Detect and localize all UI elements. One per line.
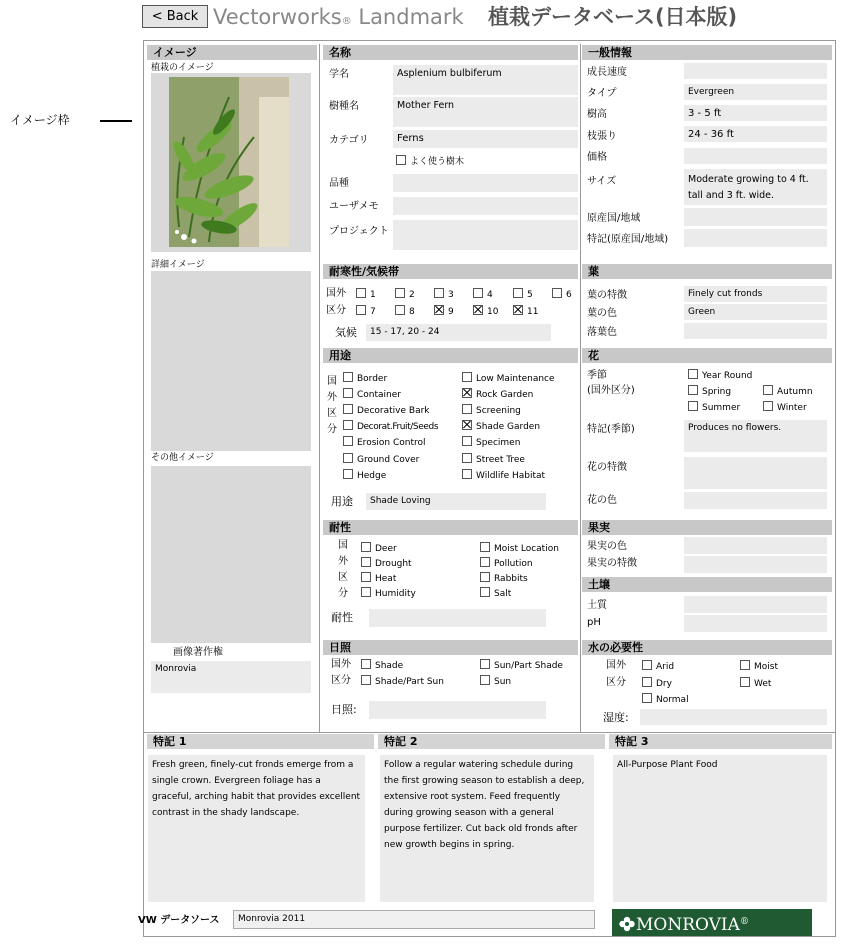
sun-field[interactable] — [369, 701, 546, 719]
category-field[interactable]: Ferns — [393, 130, 578, 148]
season-checkbox-autumn[interactable]: Autumn — [763, 385, 813, 398]
project-field[interactable] — [393, 220, 578, 250]
use-checkbox-rock-garden[interactable]: Rock Garden — [462, 388, 533, 401]
use-checkbox-container[interactable]: Container — [343, 388, 401, 401]
use-checkbox-wildlife-habitat[interactable]: Wildlife Habitat — [462, 469, 545, 482]
tolerance-field[interactable] — [369, 609, 546, 627]
vw-data-source-label: VW データソース — [138, 915, 220, 926]
zone-checkbox-8[interactable]: 8 — [395, 305, 415, 318]
divider — [319, 44, 320, 732]
fruit-feature-field[interactable] — [684, 556, 827, 573]
use-checkbox-street-tree[interactable]: Street Tree — [462, 453, 525, 466]
hardiness-section-header: 耐寒性/気候帯 — [323, 264, 578, 279]
zone-checkbox-9[interactable]: 9 — [434, 305, 454, 318]
use-checkbox-border[interactable]: Border — [343, 372, 387, 385]
zone-checkbox-6[interactable]: 6 — [552, 288, 572, 301]
checkbox-box — [480, 542, 490, 552]
water-section-header: 水の必要性 — [582, 640, 832, 655]
checkbox-box — [361, 587, 371, 597]
type-field[interactable]: Evergreen — [684, 84, 827, 100]
favorite-tree-checkbox[interactable]: よく使う樹木 — [396, 155, 464, 168]
ph-field[interactable] — [684, 615, 827, 632]
checkbox-box — [395, 288, 405, 298]
divider — [580, 44, 581, 732]
use-section-header: 用途 — [323, 348, 578, 363]
back-button-label: < Back — [151, 9, 199, 24]
image-copyright-label: 画像著作権 — [173, 647, 223, 658]
checkbox-box — [356, 305, 366, 315]
use-checkbox-erosion-control[interactable]: Erosion Control — [343, 436, 426, 449]
zone-checkbox-10[interactable]: 10 — [473, 305, 498, 318]
checkbox-box — [343, 420, 353, 430]
user-memo-field[interactable] — [393, 197, 578, 215]
water-checkbox-normal[interactable]: Normal — [642, 693, 689, 706]
flower-feature-field[interactable] — [684, 457, 827, 489]
image-frame-callout: イメージ枠 — [10, 113, 70, 127]
use-label: 用途 — [331, 495, 353, 508]
soil-type-field[interactable] — [684, 596, 827, 613]
checkbox-box — [513, 288, 523, 298]
use-checkbox-decorative-bark[interactable]: Decorative Bark — [343, 404, 430, 417]
name-section-header: 名称 — [323, 45, 578, 60]
price-label: 価格 — [587, 152, 607, 163]
flower-logo-icon — [618, 915, 636, 933]
other-image-label: その他イメージ — [151, 453, 214, 463]
soil-section-header: 土壌 — [582, 577, 832, 592]
checkbox-box — [361, 542, 371, 552]
image-section-header: イメージ — [147, 45, 317, 60]
tolerance-checkbox-rabbits[interactable]: Rabbits — [480, 572, 528, 585]
checkbox-box — [480, 675, 490, 685]
checkbox-box — [395, 305, 405, 315]
sun-checkbox-sun-part-shade[interactable]: Sun/Part Shade — [480, 659, 563, 672]
zone-checkbox-11[interactable]: 11 — [513, 305, 538, 318]
humidity-field[interactable] — [640, 709, 827, 725]
water-checkbox-dry[interactable]: Dry — [642, 677, 672, 690]
other-image-frame[interactable] — [151, 466, 311, 643]
growth-rate-field[interactable] — [684, 63, 827, 79]
water-checkbox-wet[interactable]: Wet — [740, 677, 771, 690]
back-button[interactable] — [142, 5, 208, 28]
tolerance-checkbox-moist-location[interactable]: Moist Location — [480, 542, 559, 555]
checkbox-box — [480, 587, 490, 597]
spread-field[interactable]: 24 - 36 ft — [684, 126, 827, 142]
growth-rate-label: 成長速度 — [587, 67, 627, 78]
checkbox-box — [361, 659, 371, 669]
checkbox-box — [740, 677, 750, 687]
flower-note-field[interactable]: Produces no flowers. — [684, 420, 827, 452]
leaf-color-label: 葉の色 — [587, 308, 617, 319]
checkbox-box — [462, 404, 472, 414]
climate-field[interactable]: 15 - 17, 20 - 24 — [366, 324, 551, 341]
checkbox-box — [688, 369, 698, 379]
checkbox-box — [361, 557, 371, 567]
checkbox-box — [343, 372, 353, 382]
common-name-field[interactable]: Mother Fern — [393, 97, 578, 127]
checkbox-box — [552, 288, 562, 298]
vw-data-source-field[interactable]: Monrovia 2011 — [233, 910, 595, 929]
flower-feature-label: 花の特徴 — [587, 462, 627, 473]
detail-image-frame[interactable] — [151, 271, 311, 451]
checkbox-box-checked — [462, 388, 472, 398]
fall-color-field[interactable] — [684, 323, 827, 339]
checkbox-box-checked — [434, 305, 444, 315]
checkbox-box — [361, 572, 371, 582]
humidity-label: 湿度: — [603, 711, 629, 724]
note2-header: 特記 2 — [378, 734, 605, 749]
fall-color-label: 落葉色 — [587, 327, 617, 338]
monrovia-logo: MONROVIA® — [612, 909, 812, 936]
checkbox-box — [642, 660, 652, 670]
main-image-label: 植栽のイメージ — [151, 63, 214, 73]
season-checkbox-spring[interactable]: Spring — [688, 385, 731, 398]
use-field[interactable]: Shade Loving — [366, 493, 546, 510]
zone-checkbox-4[interactable]: 4 — [473, 288, 493, 301]
price-field[interactable] — [684, 148, 827, 164]
note2-field[interactable]: Follow a regular watering schedule during the first growing season to establish a deep, extensive root system. Feed frequently during growing season with a general purpose fertilizer. Cut back old fronds after new growth begins in spring. — [380, 755, 594, 902]
callout-line — [100, 120, 132, 122]
checkbox-box — [473, 288, 483, 298]
checkbox-box — [480, 557, 490, 567]
divider — [143, 732, 836, 733]
zone-checkbox-7[interactable]: 7 — [356, 305, 376, 318]
size-field[interactable]: Moderate growing to 4 ft. tall and 3 ft. wide. — [684, 169, 827, 205]
checkbox-box-checked — [473, 305, 483, 315]
flower-season-label: 季節 — [587, 370, 607, 381]
ph-label: pH — [587, 617, 601, 628]
tolerance-checkbox-humidity[interactable]: Humidity — [361, 587, 416, 600]
checkbox-box — [763, 385, 773, 395]
detail-image-label: 詳細イメージ — [151, 260, 205, 270]
variety-field[interactable] — [393, 174, 578, 192]
app-title: Vectorworks® Landmark — [213, 5, 464, 29]
plant-image[interactable] — [151, 73, 311, 252]
sun-checkbox-shade-part-sun[interactable]: Shade/Part Sun — [361, 675, 444, 688]
use-checkbox-decorative-fruit[interactable]: Decorat.Fruit/Seeds — [343, 420, 438, 433]
tolerance-checkbox-heat[interactable]: Heat — [361, 572, 396, 585]
season-checkbox-winter[interactable]: Winter — [763, 401, 807, 414]
checkbox-box — [434, 288, 444, 298]
flower-note-label: 特記(季節) — [587, 424, 635, 435]
water-checkbox-moist[interactable]: Moist — [740, 660, 778, 673]
sun-row-label: 区分 — [331, 675, 351, 686]
user-memo-label: ユーザメモ — [329, 201, 379, 212]
soil-type-label: 土質 — [587, 600, 607, 611]
note1-header: 特記 1 — [147, 734, 374, 749]
checkbox-box — [462, 436, 472, 446]
hardiness-row-label: 区分 — [326, 305, 346, 316]
checkbox-box — [740, 660, 750, 670]
use-checkbox-screening[interactable]: Screening — [462, 404, 521, 417]
spread-label: 枝張り — [587, 131, 617, 142]
sun-section-header: 日照 — [323, 640, 578, 655]
tolerance-checkbox-deer[interactable]: Deer — [361, 542, 397, 555]
checkbox-box — [396, 155, 406, 165]
sun-checkbox-shade[interactable]: Shade — [361, 659, 403, 672]
checkbox-box — [688, 401, 698, 411]
sun-label: 日照: — [331, 703, 357, 716]
checkbox-box — [361, 675, 371, 685]
use-checkbox-specimen[interactable]: Specimen — [462, 436, 520, 449]
tolerance-vertical-label: 国 外 区 分 — [338, 540, 348, 599]
checkbox-box — [642, 693, 652, 703]
origin-note-field[interactable] — [684, 229, 827, 247]
checkbox-box — [642, 677, 652, 687]
flower-season-sublabel: (国外区分) — [587, 385, 635, 396]
leaf-feature-field[interactable]: Finely cut fronds — [684, 286, 827, 302]
hardiness-row-label: 国外 — [326, 288, 346, 299]
checkbox-box — [462, 469, 472, 479]
use-checkbox-ground-cover[interactable]: Ground Cover — [343, 453, 419, 466]
note3-header: 特記 3 — [609, 734, 832, 749]
tolerance-section-header: 耐性 — [323, 520, 578, 535]
image-copyright-field[interactable]: Monrovia — [151, 661, 311, 693]
checkbox-box — [763, 401, 773, 411]
fern-photo — [169, 77, 289, 247]
use-checkbox-shade-garden[interactable]: Shade Garden — [462, 420, 540, 433]
use-checkbox-hedge[interactable]: Hedge — [343, 469, 386, 482]
general-section-header: 一般情報 — [582, 45, 832, 60]
checkbox-box — [343, 453, 353, 463]
flower-color-field[interactable] — [684, 492, 827, 509]
zone-checkbox-2[interactable]: 2 — [395, 288, 415, 301]
use-checkbox-low-maintenance[interactable]: Low Maintenance — [462, 372, 555, 385]
note3-field[interactable]: All-Purpose Plant Food — [613, 755, 827, 902]
common-name-label: 樹種名 — [329, 101, 359, 112]
checkbox-box-checked — [462, 420, 472, 430]
height-field[interactable]: 3 - 5 ft — [684, 105, 827, 121]
leaf-feature-label: 葉の特徴 — [587, 290, 627, 301]
fruit-section-header: 果実 — [582, 520, 832, 535]
variety-label: 品種 — [329, 178, 349, 189]
checkbox-box — [688, 385, 698, 395]
origin-field[interactable] — [684, 208, 827, 226]
scientific-name-field[interactable]: Asplenium bulbiferum — [393, 65, 578, 95]
height-label: 樹高 — [587, 109, 607, 120]
zone-checkbox-1[interactable]: 1 — [356, 288, 376, 301]
origin-note-label: 特記(原産国/地域) — [587, 234, 669, 245]
sun-row-label: 国外 — [331, 659, 351, 670]
leaf-color-field[interactable]: Green — [684, 304, 827, 320]
size-label: サイズ — [587, 176, 617, 187]
fruit-color-field[interactable] — [684, 537, 827, 554]
tolerance-checkbox-salt[interactable]: Salt — [480, 587, 511, 600]
water-row-label: 区分 — [606, 677, 626, 688]
type-label: タイプ — [587, 88, 617, 99]
checkbox-box-checked — [513, 305, 523, 315]
scientific-name-label: 学名 — [329, 69, 349, 80]
season-checkbox-year-round[interactable]: Year Round — [688, 369, 752, 382]
fruit-color-label: 果実の色 — [587, 541, 627, 552]
checkbox-box — [462, 372, 472, 382]
flower-color-label: 花の色 — [587, 495, 617, 506]
checkbox-box — [480, 659, 490, 669]
checkbox-box — [343, 404, 353, 414]
checkbox-box — [343, 388, 353, 398]
origin-label: 原産国/地域 — [587, 213, 641, 224]
zone-checkbox-3[interactable]: 3 — [434, 288, 454, 301]
climate-label: 気候 — [335, 326, 357, 339]
tolerance-label: 耐性 — [331, 611, 353, 624]
category-label: カテゴリ — [329, 135, 369, 146]
sun-checkbox-sun[interactable]: Sun — [480, 675, 511, 688]
flower-section-header: 花 — [582, 348, 832, 363]
note1-field[interactable]: Fresh green, finely-cut fronds emerge from a single crown. Evergreen foliage has a graceful, arching habit that provides excellent contrast in the shady landscape. — [148, 755, 365, 902]
water-row-label: 国外 — [606, 660, 626, 671]
fruit-feature-label: 果実の特徴 — [587, 558, 637, 569]
zone-checkbox-5[interactable]: 5 — [513, 288, 533, 301]
checkbox-box — [343, 436, 353, 446]
tolerance-checkbox-pollution[interactable]: Pollution — [480, 557, 533, 570]
use-vertical-label: 国 外 区 分 — [327, 376, 337, 435]
database-title: 植栽データベース(日本版) — [488, 5, 738, 29]
tolerance-checkbox-drought[interactable]: Drought — [361, 557, 412, 570]
checkbox-box — [462, 453, 472, 463]
checkbox-box — [480, 572, 490, 582]
water-checkbox-arid[interactable]: Arid — [642, 660, 674, 673]
checkbox-box — [356, 288, 366, 298]
checkbox-box — [343, 469, 353, 479]
leaf-section-header: 葉 — [582, 264, 832, 279]
season-checkbox-summer[interactable]: Summer — [688, 401, 740, 414]
project-label: プロジェクト — [329, 226, 389, 237]
